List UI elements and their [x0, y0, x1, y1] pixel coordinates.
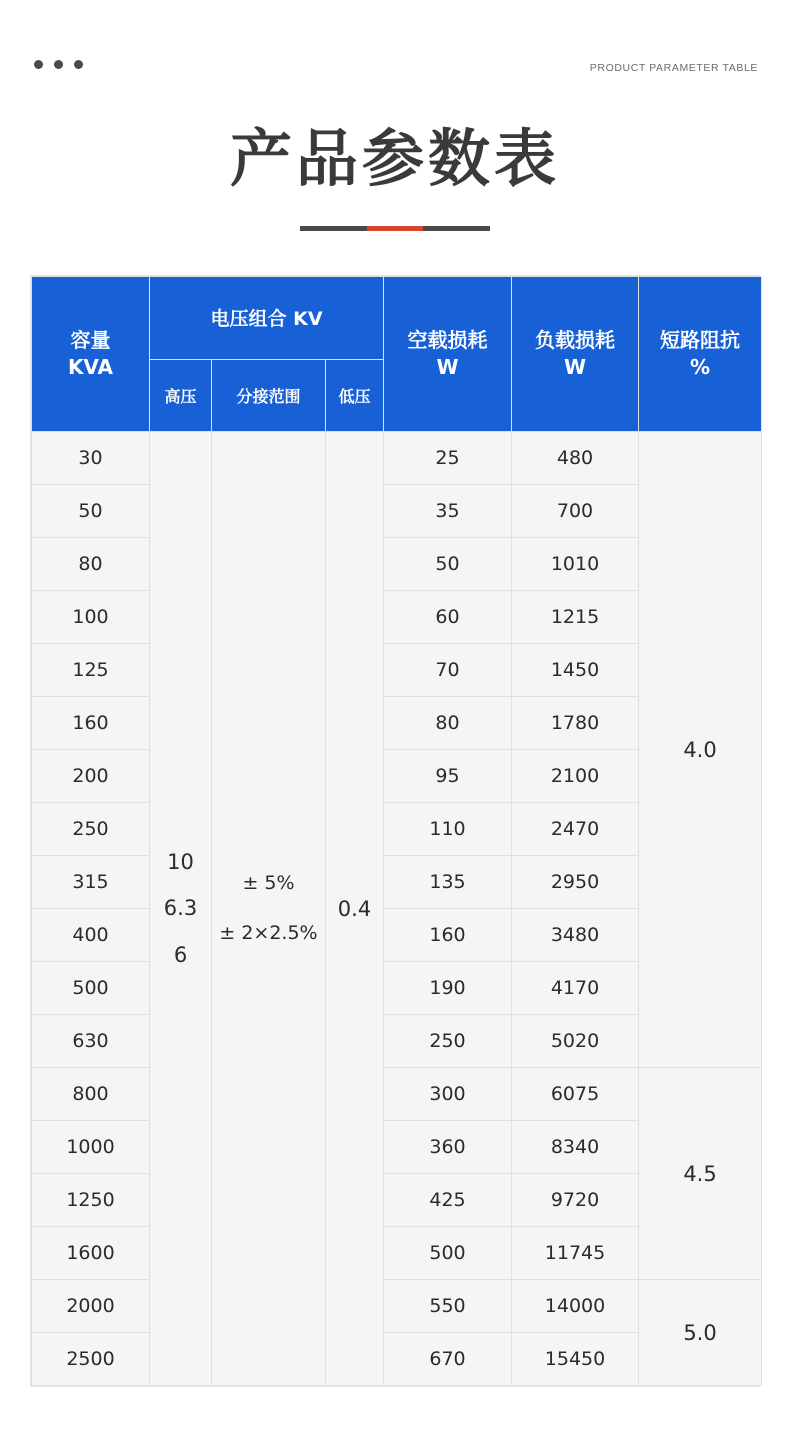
table-body [32, 432, 762, 1386]
cell-capacity: 1250 [32, 1174, 150, 1227]
cell-no-load-loss: 300 [384, 1068, 512, 1121]
cell-load-loss: 4170 [512, 962, 639, 1015]
parameter-table [31, 276, 762, 1386]
cell-no-load-loss: 50 [384, 538, 512, 591]
cell-no-load-loss: 60 [384, 591, 512, 644]
page-title: 产品参数表 [229, 122, 560, 195]
cell-no-load-loss: 110 [384, 803, 512, 856]
header-no-load-loss-line2: W [436, 355, 459, 379]
cell-impedance: 5.0 [639, 1280, 762, 1386]
cell-no-load-loss: 95 [384, 750, 512, 803]
cell-capacity: 100 [32, 591, 150, 644]
hv-value: 10 [167, 850, 194, 875]
table-header [32, 277, 762, 432]
title-divider [300, 226, 490, 231]
tap-value: ± 2×2.5% [219, 921, 318, 944]
cell-load-loss: 700 [512, 485, 639, 538]
header-impedance-line2: % [689, 355, 711, 379]
header-hv: 高压 [150, 359, 212, 431]
cell-capacity: 400 [32, 909, 150, 962]
cell-no-load-loss: 670 [384, 1333, 512, 1386]
cell-no-load-loss: 35 [384, 485, 512, 538]
cell-capacity: 315 [32, 856, 150, 909]
cell-no-load-loss: 160 [384, 909, 512, 962]
hv-value: 6.3 [163, 896, 198, 921]
cell-capacity: 50 [32, 485, 150, 538]
cell-load-loss: 15450 [512, 1333, 639, 1386]
cell-lv-value: 0.4 [326, 432, 384, 1386]
cell-capacity: 2500 [32, 1333, 150, 1386]
cell-no-load-loss: 500 [384, 1227, 512, 1280]
title-block [0, 122, 790, 231]
header-voltage-group: 电压组合 KV [150, 277, 384, 360]
cell-load-loss: 1010 [512, 538, 639, 591]
header-load-loss [512, 277, 639, 432]
header-capacity-line1: 容量 [70, 328, 111, 352]
cell-load-loss: 6075 [512, 1068, 639, 1121]
header-no-load-loss-line1: 空载损耗 [407, 328, 488, 352]
header-capacity-line2: KVA [67, 355, 114, 379]
cell-load-loss: 9720 [512, 1174, 639, 1227]
cell-capacity: 800 [32, 1068, 150, 1121]
cell-load-loss: 11745 [512, 1227, 639, 1280]
cell-load-loss: 8340 [512, 1121, 639, 1174]
divider-accent [367, 226, 423, 231]
header-impedance [639, 277, 762, 432]
cell-capacity: 160 [32, 697, 150, 750]
cell-load-loss: 480 [512, 432, 639, 485]
three-dots-icon [34, 60, 83, 69]
header-load-loss-line2: W [563, 355, 587, 379]
table-row [32, 1068, 762, 1121]
tap-value: ± 5% [242, 872, 295, 895]
cell-load-loss: 2950 [512, 856, 639, 909]
cell-capacity: 1000 [32, 1121, 150, 1174]
cell-no-load-loss: 70 [384, 644, 512, 697]
cell-load-loss: 14000 [512, 1280, 639, 1333]
table-row [32, 432, 762, 485]
cell-capacity: 125 [32, 644, 150, 697]
cell-load-loss: 2470 [512, 803, 639, 856]
cell-capacity: 500 [32, 962, 150, 1015]
page-header [0, 0, 790, 110]
cell-capacity: 80 [32, 538, 150, 591]
cell-no-load-loss: 80 [384, 697, 512, 750]
cell-capacity: 30 [32, 432, 150, 485]
cell-impedance: 4.5 [639, 1068, 762, 1280]
header-load-loss-line1: 负载损耗 [535, 328, 616, 352]
cell-impedance: 4.0 [639, 432, 762, 1068]
cell-capacity: 2000 [32, 1280, 150, 1333]
header-impedance-line1: 短路阻抗 [660, 328, 741, 352]
cell-load-loss: 5020 [512, 1015, 639, 1068]
header-no-load-loss [384, 277, 512, 432]
cell-no-load-loss: 550 [384, 1280, 512, 1333]
cell-tap-range-values [212, 432, 326, 1386]
cell-capacity: 200 [32, 750, 150, 803]
cell-no-load-loss: 190 [384, 962, 512, 1015]
cell-no-load-loss: 360 [384, 1121, 512, 1174]
header-tap-range: 分接范围 [212, 359, 326, 431]
cell-no-load-loss: 425 [384, 1174, 512, 1227]
cell-capacity: 250 [32, 803, 150, 856]
header-lv: 低压 [326, 359, 384, 431]
header-eyebrow-text: PRODUCT PARAMETER TABLE [589, 62, 758, 74]
cell-load-loss: 1215 [512, 591, 639, 644]
cell-load-loss: 1780 [512, 697, 639, 750]
cell-load-loss: 3480 [512, 909, 639, 962]
cell-no-load-loss: 250 [384, 1015, 512, 1068]
cell-hv-values [150, 432, 212, 1386]
cell-capacity: 1600 [32, 1227, 150, 1280]
cell-capacity: 630 [32, 1015, 150, 1068]
parameter-table-wrapper [30, 275, 760, 1387]
table-row [32, 1280, 762, 1333]
header-capacity [32, 277, 150, 432]
cell-no-load-loss: 25 [384, 432, 512, 485]
cell-no-load-loss: 135 [384, 856, 512, 909]
hv-value: 6 [173, 942, 188, 967]
cell-load-loss: 2100 [512, 750, 639, 803]
cell-load-loss: 1450 [512, 644, 639, 697]
